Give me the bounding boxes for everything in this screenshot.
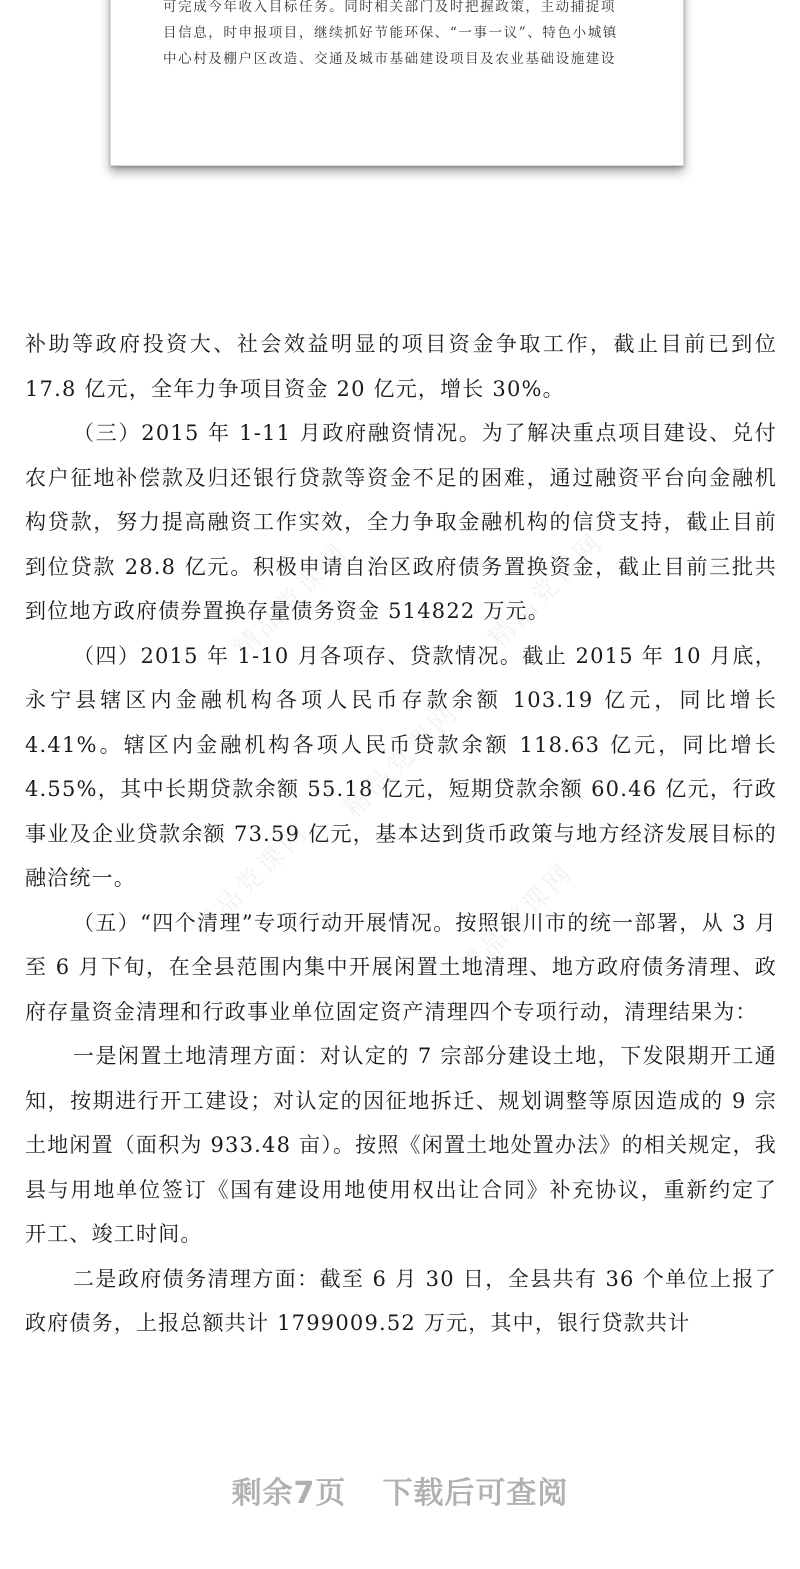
watermark: 精品党课网	[188, 816, 316, 944]
paragraph-funding-continuation: 补助等政府投资大、社会效益明显的项目资金争取工作，截止目前已到位 17.8 亿元，全年力争项目资金 20 亿元，增长 30%。	[25, 332, 777, 401]
watermark: 精品党课网	[483, 526, 611, 654]
paragraph-idle-land: 一是闲置土地清理方面：对认定的 7 宗部分建设土地，下发限期开工通知，按期进行开工建设；对认定的因征地拆迁、规划调整等原因造成的 9 宗土地闲置（面积为 933.48 亩）。按照《闲置土地处置办法》的相关规定，我县与用地单位签订《国有建设用地使用权出让合同》补充协议，重新约定了开工、竣工时间。	[25, 1044, 777, 1246]
download-to-view-link[interactable]: 下载后可查阅	[382, 1476, 569, 1511]
watermark: 精品党课网	[228, 536, 356, 664]
remaining-pages-label[interactable]: 剩余7页	[231, 1476, 347, 1511]
paragraph-financing: （三）2015 年 1-11 月政府融资情况。为了解决重点项目建设、兑付农户征地补偿款及归还银行贷款等资金不足的困难，通过融资平台向金融机构贷款，努力提高融资工作实效，全力争取金融机构的信贷支持，截止目前到位贷款 28.8 亿元。积极申请自治区政府债务置换资金，截止目前三批共到位地方政府债券置换存量债务资金 514822 万元。	[25, 421, 777, 623]
watermark: 精品党课网	[338, 696, 466, 824]
preview-line: 目信息，时申报项目，继续抓好节能环保、“一事一议”、特色小城镇	[163, 25, 618, 41]
paragraph-government-debt: 二是政府债务清理方面：截至 6 月 30 日，全县共有 36 个单位上报了政府债务，上报总额共计 1799009.52 万元，其中，银行贷款共计	[25, 1266, 777, 1335]
remaining-pages-prompt[interactable]	[0, 1468, 800, 1512]
paragraph-four-cleanups: （五）“四个清理”专项行动开展情况。按照银川市的统一部署，从 3 月至 6 月下旬，在全县范围内集中开展闲置土地清理、地方政府债务清理、政府存量资金清理和行政事业单位固定资产清理四个专项行动，清理结果为：	[25, 910, 777, 1024]
document-body	[25, 322, 777, 1346]
preview-line: 中心村及棚户区改造、交通及城市基础建设项目及农业基础设施建设	[163, 51, 616, 67]
watermark: 精品党课网	[453, 856, 581, 984]
preview-line: 可完成今年收入目标任务。同时相关部门及时把握政策，主动捕捉项	[163, 0, 616, 15]
paragraph-deposits-loans: （四）2015 年 1-10 月各项存、贷款情况。截止 2015 年 10 月底，永宁县辖区内金融机构各项人民币存款余额 103.19 亿元，同比增长 4.41%。辖区内金融机构各项人民币贷款余额 118.63 亿元，同比增长 4.55%，其中长期贷款余额 55.18 亿元，短期贷款余额 60.46 亿元，行政事业及企业贷款余额 73.59 亿元，基本达到货币政策与地方经济发展目标的融洽统一。	[25, 643, 777, 890]
preview-page-card	[110, 0, 684, 166]
